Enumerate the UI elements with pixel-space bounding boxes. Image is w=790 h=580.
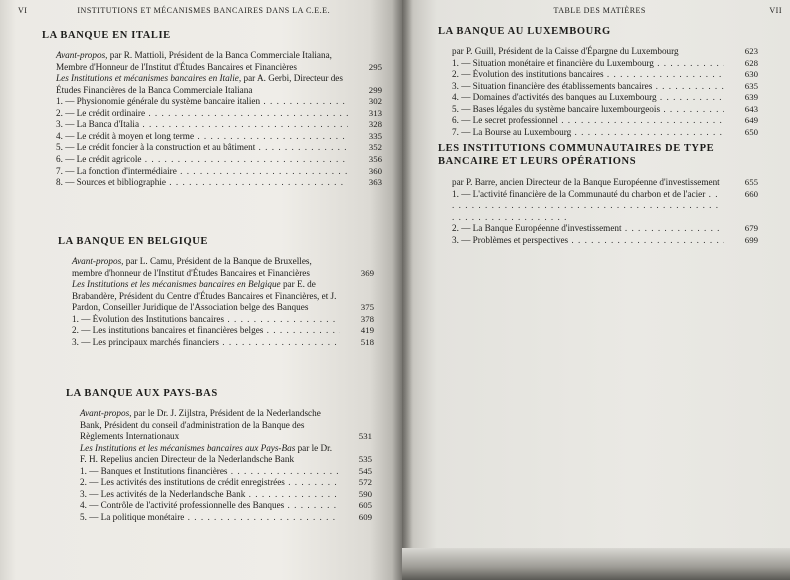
toc-item-page: 630 — [744, 69, 758, 80]
entry-page: 531 — [358, 431, 372, 441]
entry-text: par le Dr. J. Zijlstra, Président de la Nederlandsche Bank, Président du conseil d'administration de la Banque des Règlements Internationaux — [80, 408, 321, 441]
toc-item-label: 2. — La Banque Européenne d'investissement . . . — [452, 223, 724, 235]
communautaires-items — [438, 189, 758, 247]
entry-text: par A. Gerbi, Directeur des Études Financières de la Banca Commerciale Italiana — [56, 73, 343, 95]
toc-item[interactable] — [42, 177, 382, 189]
entry-text: par P. Barre, ancien Directeur de la Banque Européenne d'investissement — [452, 177, 720, 187]
toc-item[interactable] — [58, 337, 374, 349]
section-paysbas — [66, 388, 372, 523]
left-running-head — [18, 6, 380, 15]
belgique-items — [58, 314, 374, 349]
toc-item-page: 609 — [358, 511, 372, 522]
toc-item[interactable] — [66, 489, 372, 501]
entry-paysbas-avant-propos[interactable] — [66, 408, 372, 443]
toc-item-label: 1. — Évolution des Institutions bancaires . . . — [72, 314, 340, 326]
toc-item-label: 1. — L'activité financière de la Communauté du charbon et de l'acier . . . — [452, 189, 724, 224]
toc-item[interactable] — [58, 314, 374, 326]
toc-item[interactable] — [438, 104, 758, 116]
toc-item-label: 7. — La fonction d'intermédiaire . . . — [56, 166, 348, 178]
toc-item[interactable] — [42, 142, 382, 154]
toc-item-label: 2. — Les activités des institutions de crédit enregistrées . . . — [80, 477, 338, 489]
toc-item[interactable] — [66, 512, 372, 524]
toc-item-page: 572 — [358, 477, 372, 488]
section-title-italie: LA BANQUE EN ITALIE — [42, 30, 171, 41]
toc-item[interactable] — [438, 189, 758, 224]
toc-item-label: 6. — Le crédit agricole . . . — [56, 154, 348, 166]
toc-item-page: 639 — [744, 92, 758, 103]
section-title-paysbas: LA BANQUE AUX PAYS-BAS — [66, 388, 218, 399]
section-luxembourg — [438, 26, 758, 139]
entry-text: par le Dr. F. H. Repelius ancien Directeur de la Nederlandsche Bank — [80, 442, 333, 464]
page-bottom-edge — [402, 548, 790, 580]
toc-item-page: 378 — [360, 313, 374, 324]
toc-item-label: 7. — La Bourse au Luxembourg . . . — [452, 127, 724, 139]
entry-prefix: Les Institutions et les mécanismes bancaires aux Pays-Bas — [80, 442, 296, 453]
entry-text: par R. Mattioli, Président de la Banca Commerciale Italiana, Membre d'Honneur de l'Institut d'Études Bancaires et Financières — [56, 50, 332, 72]
entry-text: par E. de Brabandère, Président du Centre d'Études Bancaires et Financières, et J. Pardon, Conseiller Juridique de l'Association belge des Banques — [72, 279, 337, 312]
toc-item-page: 313 — [368, 107, 382, 118]
section-title-communautaires: LES INSTITUTIONS COMMUNAUTAIRES DE TYPE BANCAIRE ET LEURS OPÉRATIONS — [438, 143, 715, 167]
entry-italie-institutions[interactable] — [42, 73, 382, 96]
toc-item-label: 1. — Banques et Institutions financières . . . — [80, 466, 338, 478]
toc-item-page: 335 — [368, 130, 382, 141]
toc-item[interactable] — [438, 235, 758, 247]
entry-page: 535 — [358, 454, 372, 464]
toc-item-page: 360 — [368, 165, 382, 176]
toc-item[interactable] — [66, 500, 372, 512]
toc-item[interactable] — [58, 325, 374, 337]
toc-item[interactable] — [66, 477, 372, 489]
toc-item-page: 643 — [744, 103, 758, 114]
entry-prefix: Les Institutions et mécanismes bancaires en Italie, — [56, 73, 242, 83]
section-italie — [42, 30, 382, 189]
entry-page: 295 — [368, 61, 382, 72]
right-running-title: TABLE DES MATIÈRES — [553, 6, 646, 15]
toc-item-page: 328 — [368, 119, 382, 130]
toc-item-page: 352 — [368, 142, 382, 153]
toc-item-label: 1. — Situation monétaire et financière du Luxembourg . . . — [452, 58, 724, 70]
toc-item-label: 4. — Contrôle de l'activité professionnelle des Banques . . . — [80, 500, 338, 512]
toc-item[interactable] — [42, 96, 382, 108]
toc-item-page: 650 — [744, 127, 758, 138]
entry-italie-avant-propos[interactable] — [42, 50, 382, 73]
entry-page: 375 — [360, 302, 374, 312]
toc-item-label: 8. — Sources et bibliographie . . . — [56, 177, 348, 189]
entry-communautaires-intro[interactable] — [438, 177, 758, 189]
toc-item-page: 590 — [358, 488, 372, 499]
entry-page: 623 — [744, 46, 758, 56]
entry-page: 655 — [744, 177, 758, 187]
toc-item-label: 5. — Bases légales du système bancaire luxembourgeois . . . — [452, 104, 724, 116]
toc-item-page: 302 — [368, 96, 382, 106]
toc-item[interactable] — [42, 108, 382, 120]
book-gutter — [392, 0, 412, 580]
toc-item[interactable] — [438, 115, 758, 127]
toc-item-label: 3. — Les activités de la Nederlandsche Bank . . . — [80, 489, 338, 501]
entry-prefix: Avant-propos, — [56, 50, 108, 60]
toc-item-label: 5. — Le crédit foncier à la construction et au bâtiment . . . — [56, 142, 348, 154]
toc-item-label: 3. — Les principaux marchés financiers . . . — [72, 337, 340, 349]
toc-item-page: 635 — [744, 80, 758, 91]
entry-luxembourg-intro[interactable] — [438, 46, 758, 58]
toc-item-page: 356 — [368, 153, 382, 164]
toc-item-label: 4. — Le crédit à moyen et long terme . . . — [56, 131, 348, 143]
toc-item-page: 660 — [744, 188, 758, 199]
left-running-title: INSTITUTIONS ET MÉCANISMES BANCAIRES DANS LA C.E.E. — [77, 6, 331, 15]
toc-item[interactable] — [438, 92, 758, 104]
toc-item-label: 2. — Les institutions bancaires et financières belges . . . — [72, 325, 340, 337]
italie-items — [42, 96, 382, 189]
entry-belgique-avant-propos[interactable] — [58, 256, 374, 279]
toc-item-label: 5. — La politique monétaire . . . — [80, 512, 338, 524]
toc-item[interactable] — [42, 119, 382, 131]
toc-item-page: 545 — [358, 465, 372, 476]
right-page-number: VII — [769, 6, 782, 15]
toc-item-page: 699 — [744, 234, 758, 245]
right-running-head — [430, 6, 782, 15]
toc-item-label: 2. — Évolution des institutions bancaires . . . — [452, 69, 724, 81]
section-title-belgique: LA BANQUE EN BELGIQUE — [58, 236, 209, 247]
toc-item[interactable] — [66, 466, 372, 478]
toc-item-label: 6. — Le secret professionnel . . . — [452, 115, 724, 127]
toc-item-page: 363 — [368, 177, 382, 188]
entry-prefix: Avant-propos, — [72, 256, 124, 266]
toc-item[interactable] — [42, 131, 382, 143]
toc-item-page: 628 — [744, 57, 758, 68]
entry-prefix: Les Institutions et les mécanismes bancaires en Belgique — [72, 279, 281, 289]
toc-item[interactable] — [438, 58, 758, 70]
toc-item-page: 419 — [360, 325, 374, 336]
toc-item-label: 3. — Situation financière des établissements bancaires . . . — [452, 81, 724, 93]
entry-text: par P. Guill, Président de la Caisse d'Épargne du Luxembourg — [452, 46, 679, 56]
left-page-number: VI — [18, 6, 28, 15]
toc-item[interactable] — [438, 127, 758, 139]
paysbas-items — [66, 466, 372, 524]
entry-text: par L. Camu, Président de la Banque de Bruxelles, membre d'honneur de l'Institut d'Études Bancaires et Financières — [72, 256, 312, 278]
entry-paysbas-institutions[interactable] — [66, 443, 372, 466]
section-communautaires — [438, 142, 758, 246]
toc-item-label: 1. — Physionomie générale du système bancaire italien . . . — [56, 96, 348, 108]
section-title-luxembourg: LA BANQUE AU LUXEMBOURG — [438, 26, 611, 37]
section-belgique — [58, 236, 374, 348]
toc-item-label: 4. — Domaines d'activités des banques au Luxembourg . . . — [452, 92, 724, 104]
right-page — [402, 0, 790, 580]
toc-item-label: 2. — Le crédit ordinaire . . . — [56, 108, 348, 120]
toc-item-label: 3. — La Banca d'Italia . . . — [56, 119, 348, 131]
luxembourg-items — [438, 58, 758, 139]
entry-page: 369 — [360, 267, 374, 278]
toc-item-page: 518 — [360, 336, 374, 347]
toc-item[interactable] — [438, 69, 758, 81]
entry-page: 299 — [368, 84, 382, 95]
toc-item[interactable] — [42, 166, 382, 178]
toc-item[interactable] — [438, 223, 758, 235]
toc-item-page: 679 — [744, 223, 758, 234]
entry-belgique-institutions[interactable] — [58, 279, 374, 314]
toc-item-label: 3. — Problèmes et perspectives . . . — [452, 235, 724, 247]
toc-item-page: 605 — [358, 500, 372, 511]
entry-prefix: Avant-propos, — [80, 408, 132, 418]
toc-item-page: 649 — [744, 115, 758, 126]
toc-item[interactable] — [438, 81, 758, 93]
toc-item[interactable] — [42, 154, 382, 166]
